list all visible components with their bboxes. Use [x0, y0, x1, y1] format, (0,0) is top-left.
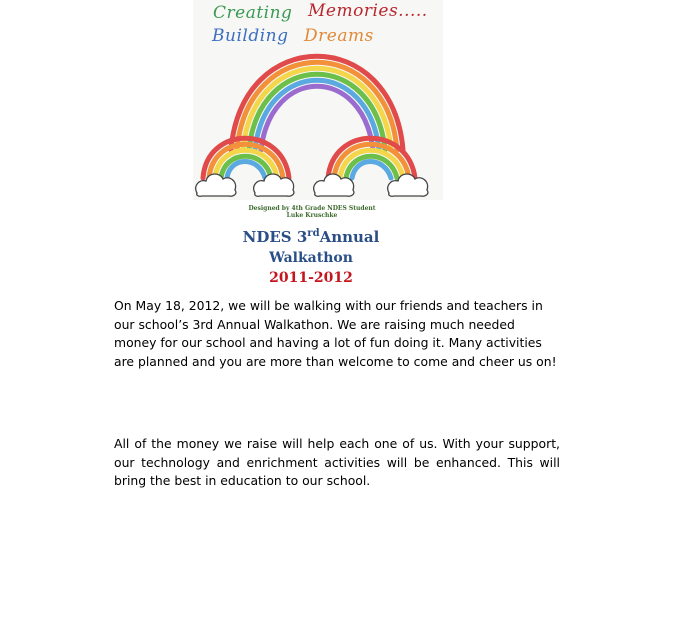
intro-paragraph: On May 18, 2012, we will be walking with our friends and teachers in our school’s 3rd Annual Walkathon. We are raising much needed money for our school and having a lot of fun doing it. Many activities are planned and you are more than welcome to come and cheer us on! — [114, 298, 557, 369]
art-word-creating: Creating — [213, 3, 293, 23]
rainbow-drawing — [193, 0, 443, 200]
art-word-dreams: Dreams — [304, 26, 374, 46]
artist-credit — [247, 205, 377, 219]
title-ordinal: rd — [307, 228, 320, 239]
art-word-building: Building — [212, 26, 289, 46]
credit-line-2: Luke Kruschke — [286, 212, 338, 219]
cloud-icon — [388, 174, 428, 196]
event-title — [226, 223, 396, 288]
title-suffix: Annual — [319, 228, 380, 246]
art-word-memories: Memories..... — [308, 1, 428, 21]
fundraising-paragraph: All of the money we raise will help each one of us. With your support, our technology and enrichment activities will be enhanced. This will bring the best in education to our school. — [114, 436, 560, 488]
credit-line-1: Designed by 4th Grade NDES Student — [248, 205, 376, 212]
title-prefix: NDES 3 — [242, 228, 308, 246]
title-line-1 — [226, 223, 396, 248]
title-year: 2011-2012 — [269, 270, 353, 286]
title-line-2: Walkathon — [269, 250, 353, 266]
